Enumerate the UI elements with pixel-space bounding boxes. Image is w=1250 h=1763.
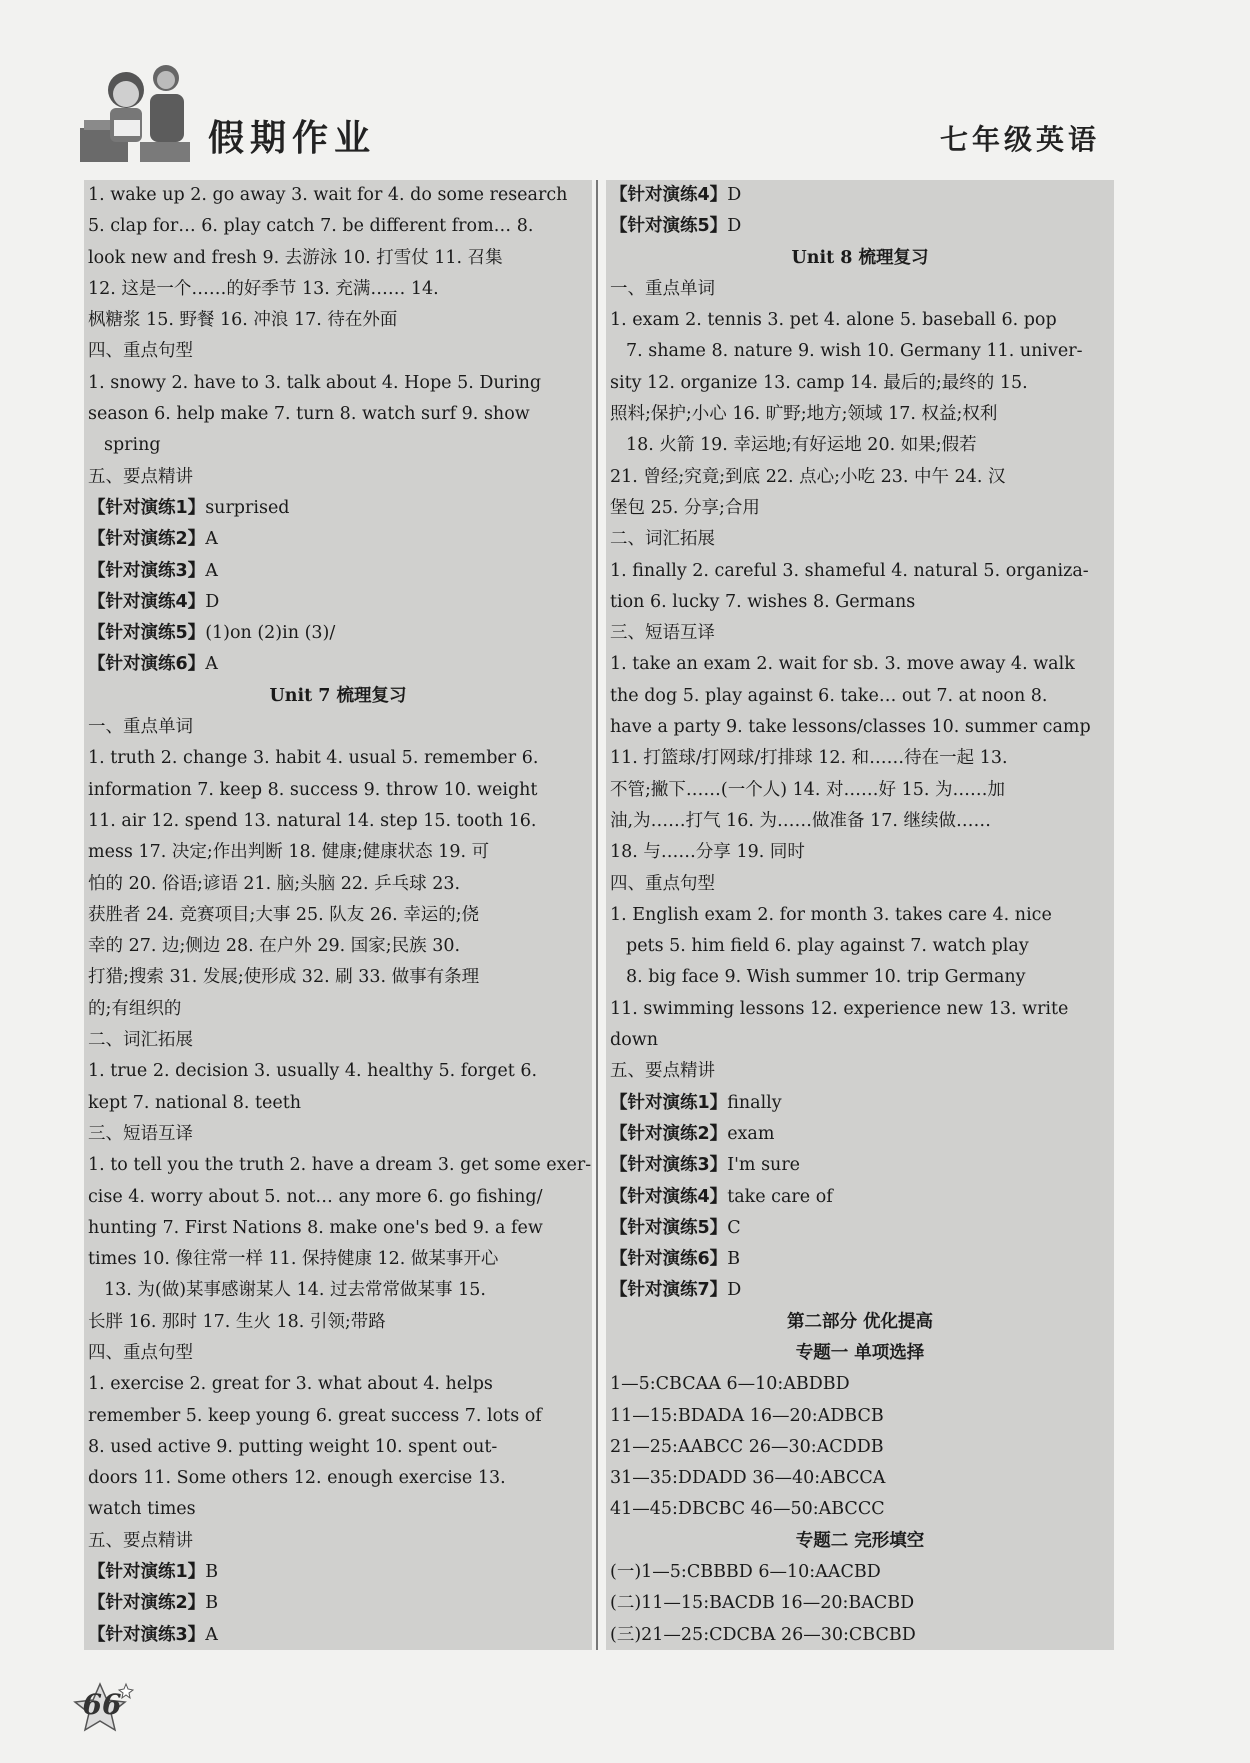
answer-line xyxy=(606,1463,1114,1494)
line-text: 8. used active 9. putting weight 10. spent out- xyxy=(88,1436,498,1457)
line-text: have a party 9. take lessons/classes 10. summer camp xyxy=(610,717,1091,738)
drill-answer-line xyxy=(84,649,592,680)
line-text: 1. true 2. decision 3. usually 4. healthy 5. forget 6. xyxy=(88,1061,538,1082)
answer-line xyxy=(606,994,1114,1025)
line-text: D xyxy=(727,1280,742,1301)
line-text: Unit 7 梳理复习 xyxy=(269,685,407,706)
line-text: 21—25:AABCC 26—30:ACDDB xyxy=(610,1436,884,1457)
line-text: exam xyxy=(727,1123,775,1144)
drill-label: 【针对演练6】 xyxy=(88,654,206,675)
answer-line xyxy=(84,775,592,806)
answer-line xyxy=(84,806,592,837)
line-text: 不管;撇下……(一个人) 14. 对……好 15. 为……加 xyxy=(610,779,1005,800)
line-text: kept 7. national 8. teeth xyxy=(88,1092,302,1113)
section-heading xyxy=(84,462,592,493)
line-text: 11. air 12. spend 13. natural 14. step 15. tooth 16. xyxy=(88,810,537,831)
section-heading xyxy=(606,618,1114,649)
section-heading xyxy=(84,336,592,367)
line-text: D xyxy=(205,591,220,612)
answer-line xyxy=(84,211,592,242)
answer-line xyxy=(84,962,592,993)
unit-heading xyxy=(606,243,1114,274)
line-text: 1. snowy 2. have to 3. talk about 4. Hope 5. During xyxy=(88,372,542,393)
line-text: 二、词汇拓展 xyxy=(610,529,715,550)
answer-line xyxy=(606,493,1114,524)
line-text: 31—35:DDADD 36—40:ABCCA xyxy=(610,1468,886,1489)
line-text: 1. finally 2. careful 3. shameful 4. natural 5. organiza- xyxy=(610,560,1089,581)
answer-line xyxy=(606,556,1114,587)
line-text: 41—45:DBCBC 46—50:ABCCC xyxy=(610,1499,885,1520)
line-text: B xyxy=(205,1593,219,1614)
drill-label: 【针对演练6】 xyxy=(610,1249,728,1270)
answer-line xyxy=(84,1463,592,1494)
section-heading xyxy=(606,524,1114,555)
answer-line xyxy=(84,1213,592,1244)
line-text: times 10. 像往常一样 11. 保持健康 12. 做某事开心 xyxy=(88,1249,499,1270)
line-text: 获胜者 24. 竞赛项目;大事 25. 队友 26. 幸运的;侥 xyxy=(88,904,480,925)
line-text: A xyxy=(205,560,218,581)
line-text: 照料;保护;小心 16. 旷野;地方;领域 17. 权益;权利 xyxy=(610,404,998,425)
subject-label: 七年级英语 xyxy=(939,123,1100,156)
drill-label: 【针对演练3】 xyxy=(88,560,206,581)
answer-line xyxy=(84,1150,592,1181)
drill-answer-line xyxy=(606,180,1114,211)
line-text: 1. wake up 2. go away 3. wait for 4. do some research xyxy=(88,185,568,205)
line-text: 第二部分 优化提高 xyxy=(786,1311,934,1332)
drill-label: 【针对演练4】 xyxy=(610,1186,728,1207)
drill-label: 【针对演练3】 xyxy=(610,1155,728,1176)
line-text: watch times xyxy=(88,1499,196,1520)
drill-label: 【针对演练2】 xyxy=(88,1593,206,1614)
answer-line xyxy=(606,1494,1114,1525)
line-text: 1. to tell you the truth 2. have a dream 3. get some exer- xyxy=(88,1155,592,1176)
drill-answer-line xyxy=(84,618,592,649)
answer-line xyxy=(84,743,592,774)
drill-answer-line xyxy=(606,1275,1114,1306)
answer-line xyxy=(84,1401,592,1432)
line-text: the dog 5. play against 6. take… out 7. at noon 8. xyxy=(610,685,1048,706)
line-text: 四、重点句型 xyxy=(88,1342,193,1363)
answer-line xyxy=(84,305,592,336)
line-text: 四、重点句型 xyxy=(88,341,193,362)
drill-answer-line xyxy=(606,1119,1114,1150)
answer-line xyxy=(606,1369,1114,1400)
line-text: 的;有组织的 xyxy=(88,998,182,1019)
page-number: 66 xyxy=(82,1688,122,1721)
line-text: finally xyxy=(727,1092,782,1113)
unit-heading xyxy=(84,681,592,712)
line-text: 专题二 完形填空 xyxy=(795,1530,925,1551)
answer-line xyxy=(84,900,592,931)
line-text: season 6. help make 7. turn 8. watch surf 9. show xyxy=(88,404,530,425)
answer-line xyxy=(606,900,1114,931)
answer-line xyxy=(606,649,1114,680)
drill-label: 【针对演练2】 xyxy=(610,1123,728,1144)
line-text: 五、要点精讲 xyxy=(610,1061,715,1082)
answer-line xyxy=(606,681,1114,712)
answer-line xyxy=(606,1588,1114,1619)
answer-line xyxy=(84,1244,592,1275)
line-text: cise 4. worry about 5. not… any more 6. go fishing/ xyxy=(88,1186,543,1207)
line-text: 12. 这是一个……的好季节 13. 充满…… 14. xyxy=(88,278,439,299)
drill-answer-line xyxy=(84,587,592,618)
line-text: sity 12. organize 13. camp 14. 最后的;最终的 15. xyxy=(610,372,1028,393)
answer-line xyxy=(606,305,1114,336)
line-text: 21. 曾经;究竟;到底 22. 点心;小吃 23. 中午 24. 汉 xyxy=(610,466,1006,487)
line-text: look new and fresh 9. 去游泳 10. 打雪仗 11. 召集 xyxy=(88,247,503,268)
line-text: A xyxy=(205,1624,218,1645)
line-text: 8. big face 9. Wish summer 10. trip Germany xyxy=(626,967,1026,988)
section-heading xyxy=(84,1338,592,1369)
answer-line xyxy=(606,430,1114,461)
drill-answer-line xyxy=(84,1620,592,1650)
line-text: A xyxy=(205,654,218,675)
line-text: mess 17. 决定;作出判断 18. 健康;健康状态 19. 可 xyxy=(88,842,490,863)
answer-line xyxy=(84,1369,592,1400)
drill-label: 【针对演练1】 xyxy=(88,1562,206,1583)
line-text: tion 6. lucky 7. wishes 8. Germans xyxy=(610,591,916,612)
answer-line xyxy=(606,1432,1114,1463)
line-text: 四、重点句型 xyxy=(610,873,715,894)
section-heading xyxy=(606,869,1114,900)
answer-line xyxy=(84,180,592,211)
line-text: 长胖 16. 那时 17. 生火 18. 引领;带路 xyxy=(88,1311,386,1332)
unit-heading xyxy=(606,1338,1114,1369)
answer-line xyxy=(84,931,592,962)
answer-line xyxy=(84,837,592,868)
drill-answer-line xyxy=(84,493,592,524)
line-text: spring xyxy=(104,435,161,456)
drill-answer-line xyxy=(606,1150,1114,1181)
section-heading xyxy=(84,1119,592,1150)
line-text: 1. take an exam 2. wait for sb. 3. move away 4. walk xyxy=(610,654,1075,675)
line-text: D xyxy=(727,185,742,205)
line-text: 1. exercise 2. great for 3. what about 4. helps xyxy=(88,1374,493,1395)
answer-line xyxy=(84,368,592,399)
drill-label: 【针对演练5】 xyxy=(610,216,728,237)
drill-label: 【针对演练5】 xyxy=(88,623,206,644)
answer-line xyxy=(84,1494,592,1525)
line-text: D xyxy=(727,216,742,237)
line-text: Unit 8 梳理复习 xyxy=(791,247,929,268)
line-text: 18. 火箭 19. 幸运地;有好运地 20. 如果;假若 xyxy=(626,435,977,456)
line-text: 打猎;搜索 31. 发展;使形成 32. 刷 33. 做事有条理 xyxy=(88,967,480,988)
drill-label: 【针对演练4】 xyxy=(610,185,728,205)
answer-line xyxy=(606,1620,1114,1650)
line-text: 1. exam 2. tennis 3. pet 4. alone 5. baseball 6. pop xyxy=(610,310,1057,331)
right-answer-column xyxy=(606,180,1114,1650)
answer-line xyxy=(84,1307,592,1338)
line-text: down xyxy=(610,1030,658,1051)
line-text: 三、短语互译 xyxy=(610,623,715,644)
answer-line xyxy=(606,806,1114,837)
line-text: pets 5. him field 6. play against 7. watch play xyxy=(626,936,1029,957)
line-text: 幸的 27. 边;侧边 28. 在户外 29. 国家;民族 30. xyxy=(88,936,461,957)
drill-answer-line xyxy=(606,1182,1114,1213)
drill-answer-line xyxy=(84,1557,592,1588)
page-number-badge xyxy=(70,1680,134,1736)
section-heading xyxy=(84,1025,592,1056)
drill-label: 【针对演练1】 xyxy=(88,497,206,518)
line-text: 五、要点精讲 xyxy=(88,466,193,487)
drill-answer-line xyxy=(606,1088,1114,1119)
line-text: (一)1—5:CBBBD 6—10:AACBD xyxy=(610,1562,881,1583)
line-text: C xyxy=(727,1217,741,1238)
line-text: (1)on (2)in (3)/ xyxy=(205,623,336,644)
drill-label: 【针对演练5】 xyxy=(610,1217,728,1238)
answer-line xyxy=(606,462,1114,493)
line-text: 一、重点单词 xyxy=(610,278,715,299)
answer-line xyxy=(606,1557,1114,1588)
answer-line xyxy=(606,931,1114,962)
line-text: 18. 与……分享 19. 同时 xyxy=(610,842,805,863)
line-text: 7. shame 8. nature 9. wish 10. Germany 11. univer- xyxy=(626,341,1083,362)
drill-label: 【针对演练1】 xyxy=(610,1092,728,1113)
line-text: take care of xyxy=(727,1186,833,1207)
answer-line xyxy=(606,336,1114,367)
answer-line xyxy=(606,399,1114,430)
line-text: 专题一 单项选择 xyxy=(795,1342,925,1363)
drill-label: 【针对演练2】 xyxy=(88,529,206,550)
book-title: 假期作业 xyxy=(208,118,377,159)
line-text: 1. truth 2. change 3. habit 4. usual 5. remember 6. xyxy=(88,748,539,769)
page-header xyxy=(80,60,1100,170)
line-text: hunting 7. First Nations 8. make one's bed 9. a few xyxy=(88,1217,543,1238)
answer-line xyxy=(84,243,592,274)
line-text: 怕的 20. 俗语;谚语 21. 脑;头脑 22. 乒乓球 23. xyxy=(88,873,461,894)
drill-answer-line xyxy=(84,556,592,587)
line-text: 油,为……打气 16. 为……做准备 17. 继续做…… xyxy=(610,810,991,831)
column-divider xyxy=(596,180,598,1650)
answer-line xyxy=(606,1401,1114,1432)
section-heading xyxy=(84,712,592,743)
drill-label: 【针对演练3】 xyxy=(88,1624,206,1645)
answer-line xyxy=(84,1182,592,1213)
section-heading xyxy=(84,1526,592,1557)
answer-line xyxy=(606,368,1114,399)
line-text: 1. English exam 2. for month 3. takes care 4. nice xyxy=(610,904,1052,925)
line-text: 枫糖浆 15. 野餐 16. 冲浪 17. 待在外面 xyxy=(88,310,398,331)
answer-line xyxy=(84,1056,592,1087)
line-text: 堡包 25. 分享;合用 xyxy=(610,497,760,518)
answer-line xyxy=(84,274,592,305)
section-heading xyxy=(606,274,1114,305)
drill-answer-line xyxy=(84,524,592,555)
unit-heading xyxy=(606,1526,1114,1557)
line-text: 5. clap for… 6. play catch 7. be different from… 8. xyxy=(88,216,534,237)
drill-answer-line xyxy=(606,211,1114,242)
line-text: (二)11—15:BACDB 16—20:BACBD xyxy=(610,1593,915,1614)
line-text: 三、短语互译 xyxy=(88,1123,193,1144)
unit-heading xyxy=(606,1307,1114,1338)
drill-answer-line xyxy=(84,1588,592,1619)
drill-label: 【针对演练4】 xyxy=(88,591,206,612)
answer-line xyxy=(606,962,1114,993)
line-text: B xyxy=(727,1249,741,1270)
line-text: (三)21—25:CDCBA 26—30:CBCBD xyxy=(610,1624,916,1645)
line-text: I'm sure xyxy=(727,1155,801,1176)
section-heading xyxy=(606,1056,1114,1087)
line-text: 1—5:CBCAA 6—10:ABDBD xyxy=(610,1374,850,1395)
answer-line xyxy=(84,1432,592,1463)
line-text: 二、词汇拓展 xyxy=(88,1030,193,1051)
line-text: 一、重点单词 xyxy=(88,717,193,738)
line-text: information 7. keep 8. success 9. throw 10. weight xyxy=(88,779,538,800)
line-text: doors 11. Some others 12. enough exercise 13. xyxy=(88,1468,506,1489)
answer-line xyxy=(84,430,592,461)
answer-line xyxy=(84,869,592,900)
answer-line xyxy=(606,1025,1114,1056)
line-text: remember 5. keep young 6. great success 7. lots of xyxy=(88,1405,542,1426)
answer-line xyxy=(606,837,1114,868)
line-text: 13. 为(做)某事感谢某人 14. 过去常常做某事 15. xyxy=(104,1280,486,1301)
line-text: 11—15:BDADA 16—20:ADBCB xyxy=(610,1405,884,1426)
line-text: 11. 打篮球/打网球/打排球 12. 和……待在一起 13. xyxy=(610,748,1008,769)
line-text: 五、要点精讲 xyxy=(88,1530,193,1551)
answer-line xyxy=(84,1275,592,1306)
answer-line xyxy=(606,712,1114,743)
drill-label: 【针对演练7】 xyxy=(610,1280,728,1301)
answer-line xyxy=(84,994,592,1025)
answer-line xyxy=(606,743,1114,774)
left-answer-column xyxy=(84,180,592,1650)
drill-answer-line xyxy=(606,1213,1114,1244)
reading-children-logo xyxy=(80,60,190,165)
line-text: 11. swimming lessons 12. experience new 13. write xyxy=(610,998,1069,1019)
answer-line xyxy=(84,399,592,430)
line-text: surprised xyxy=(205,497,290,518)
answer-line xyxy=(84,1088,592,1119)
drill-answer-line xyxy=(606,1244,1114,1275)
answer-line xyxy=(606,587,1114,618)
line-text: A xyxy=(205,529,218,550)
answer-line xyxy=(606,775,1114,806)
line-text: B xyxy=(205,1562,219,1583)
